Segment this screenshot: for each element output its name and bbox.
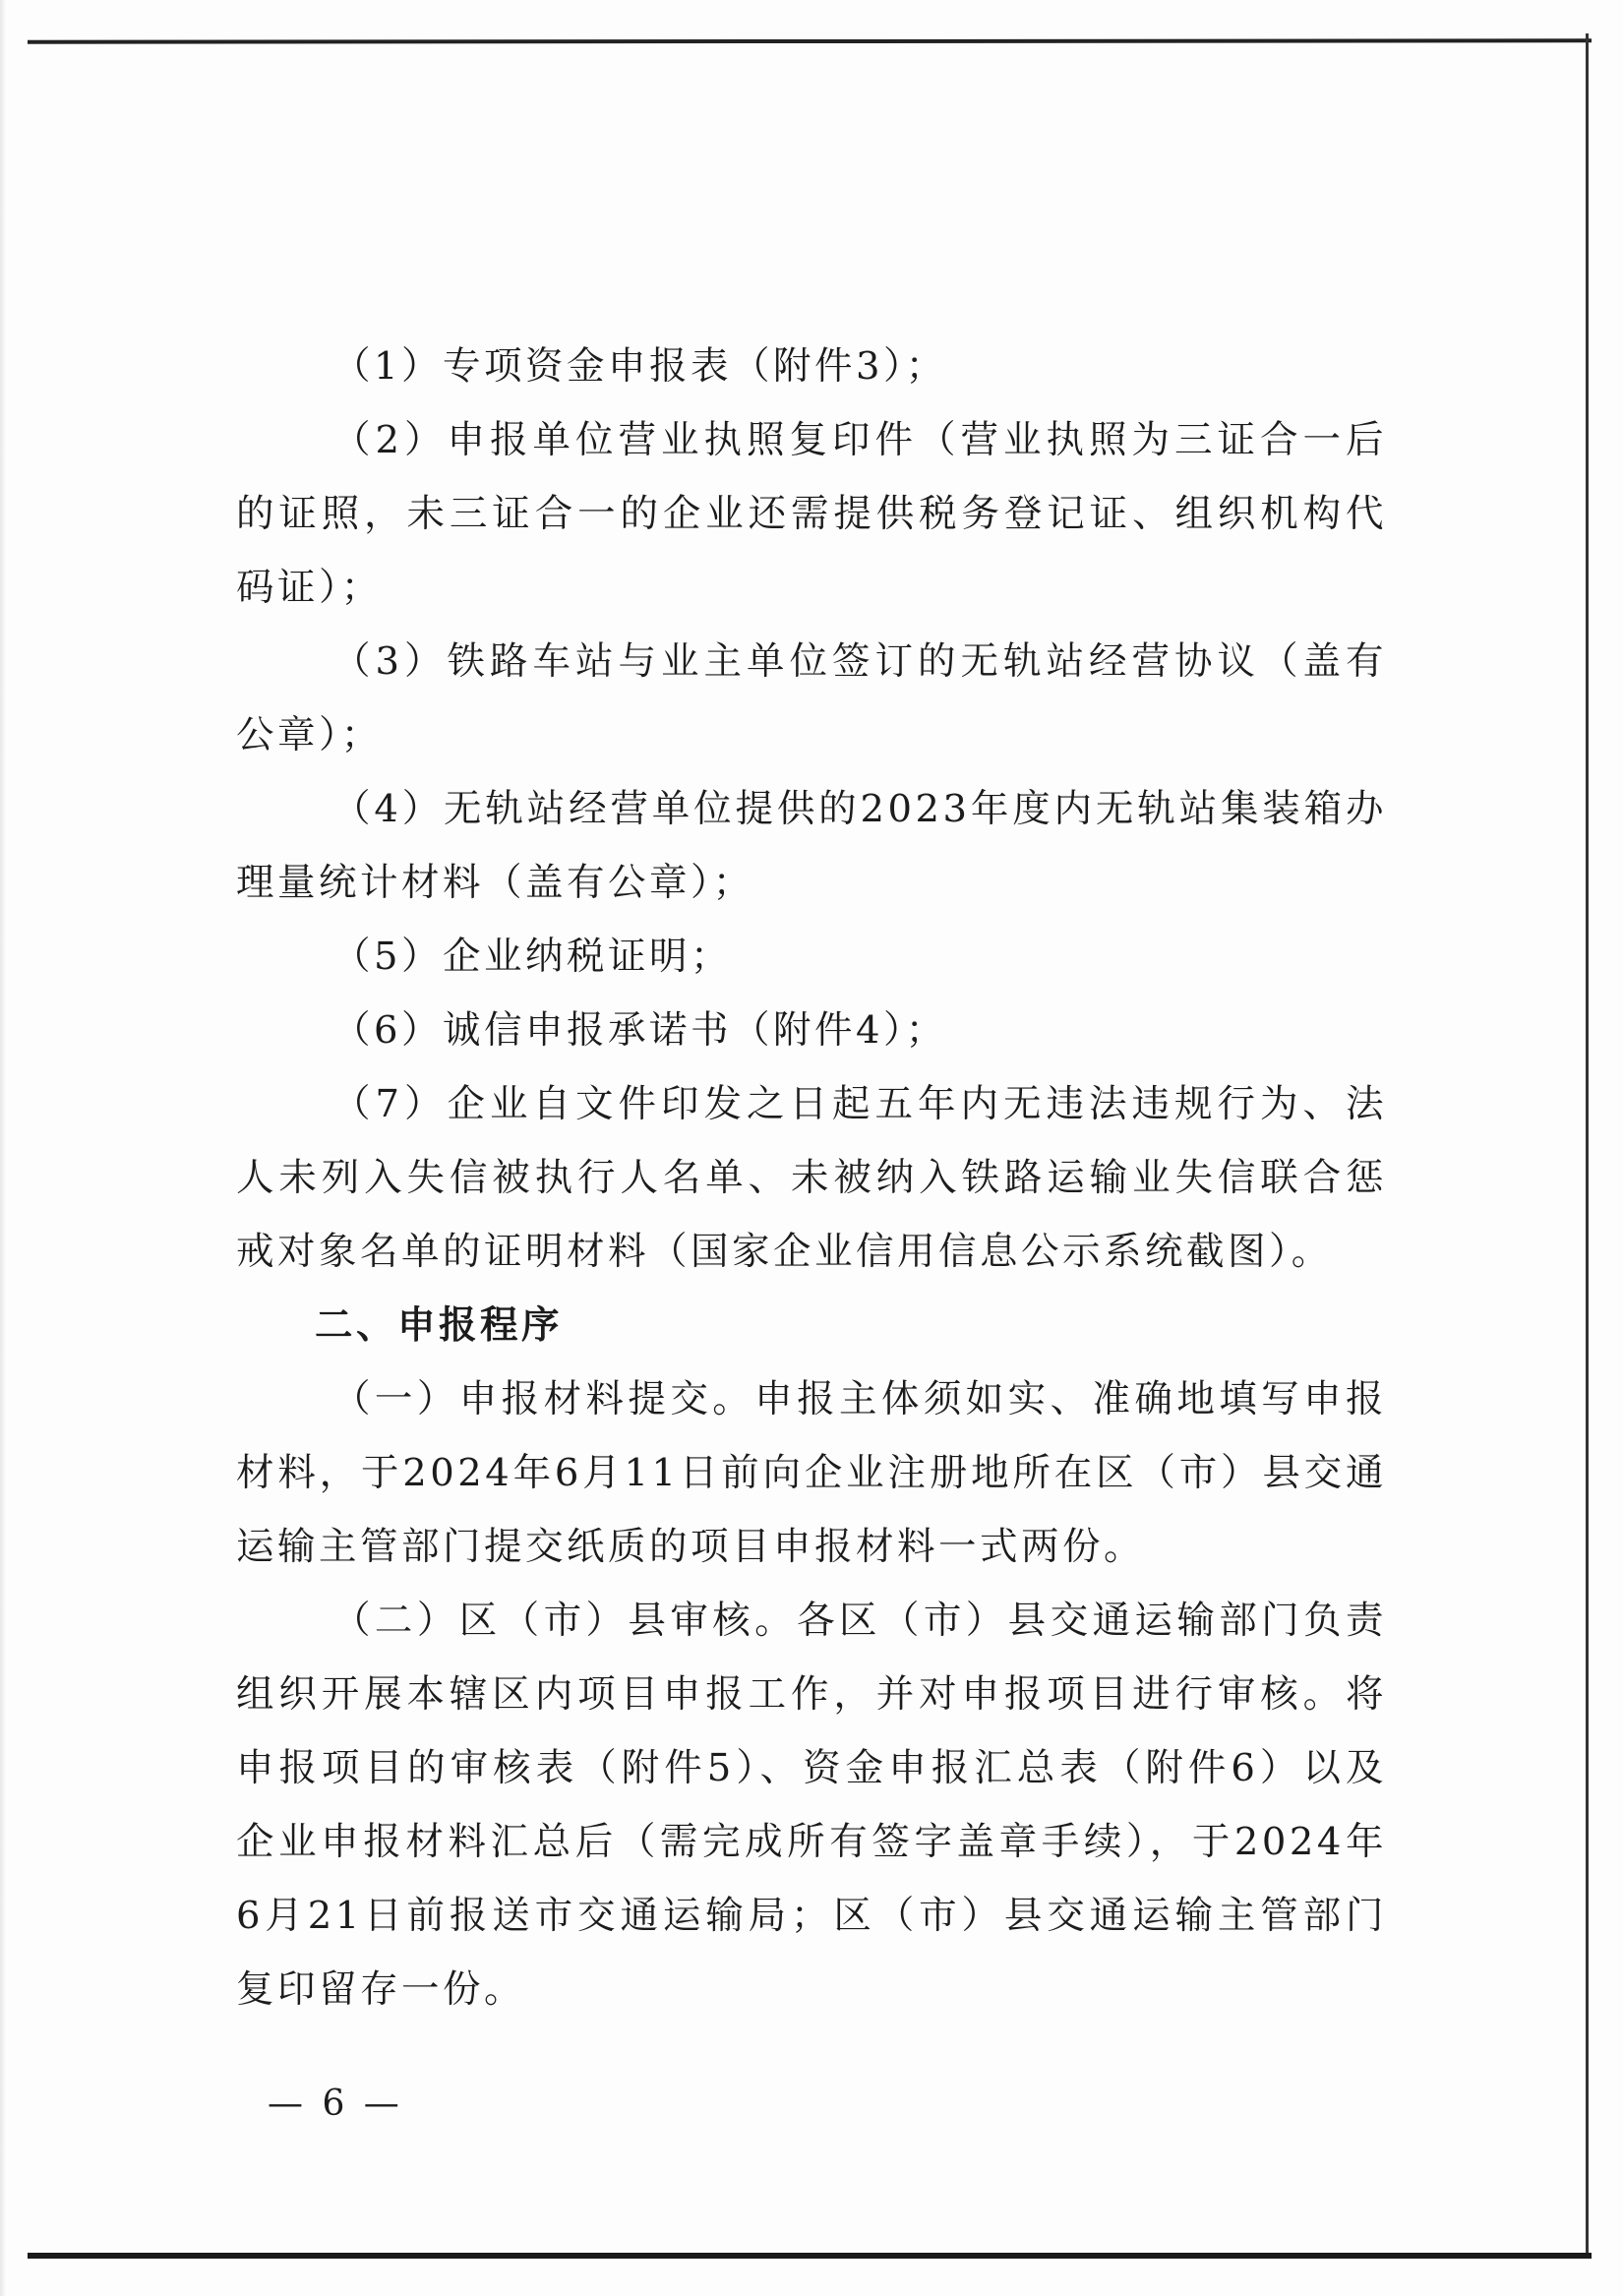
scan-left-shade (0, 0, 6, 2296)
page-top-border (28, 38, 1592, 43)
page-right-border (1586, 33, 1589, 2259)
section-heading: 二、申报程序 (315, 1303, 564, 1348)
page-number: — 6 — (268, 2084, 403, 2124)
material-item-5: （5）企业纳税证明； (332, 935, 732, 979)
material-item-7: （7）企业自文件印发之日起五年内无违法违规行为、法人未列入失信被执行人名单、未被纳入铁路运输业失信联合惩戒对象名单的证明材料（国家企业信用信息公示系统截图）。 (236, 1082, 1387, 1274)
material-item-3: （3）铁路车站与业主单位签订的无轨站经营协议（盖有公章）； (236, 639, 1387, 757)
material-item-1: （1）专项资金申报表（附件3）； (332, 344, 947, 389)
material-item-4: （4）无轨站经营单位提供的2023年度内无轨站集装箱办理量统计材料（盖有公章）； (236, 787, 1387, 905)
document-body (236, 330, 1387, 2026)
material-item-6: （6）诚信申报承诺书（附件4）； (332, 1008, 947, 1053)
procedure-step-2: （二）区（市）县审核。各区（市）县交通运输部门负责组织开展本辖区内项目申报工作，并对申报项目进行审核。将申报项目的审核表（附件5）、资金申报汇总表（附件6）以及企业申报材料汇总后（需完成所有签字盖章手续），于2024年6月21日前报送市交通运输局；区（市）县交通运输主管部门复印留存一份。 (236, 1599, 1387, 2012)
procedure-step-1: （一）申报材料提交。申报主体须如实、准确地填写申报材料，于2024年6月11日前向企业注册地所在区（市）县交通运输主管部门提交纸质的项目申报材料一式两份。 (236, 1377, 1387, 1569)
page-bottom-border (28, 2253, 1592, 2259)
material-item-2: （2）申报单位营业执照复印件（营业执照为三证合一后的证照，未三证合一的企业还需提供税务登记证、组织机构代码证）； (236, 418, 1387, 610)
